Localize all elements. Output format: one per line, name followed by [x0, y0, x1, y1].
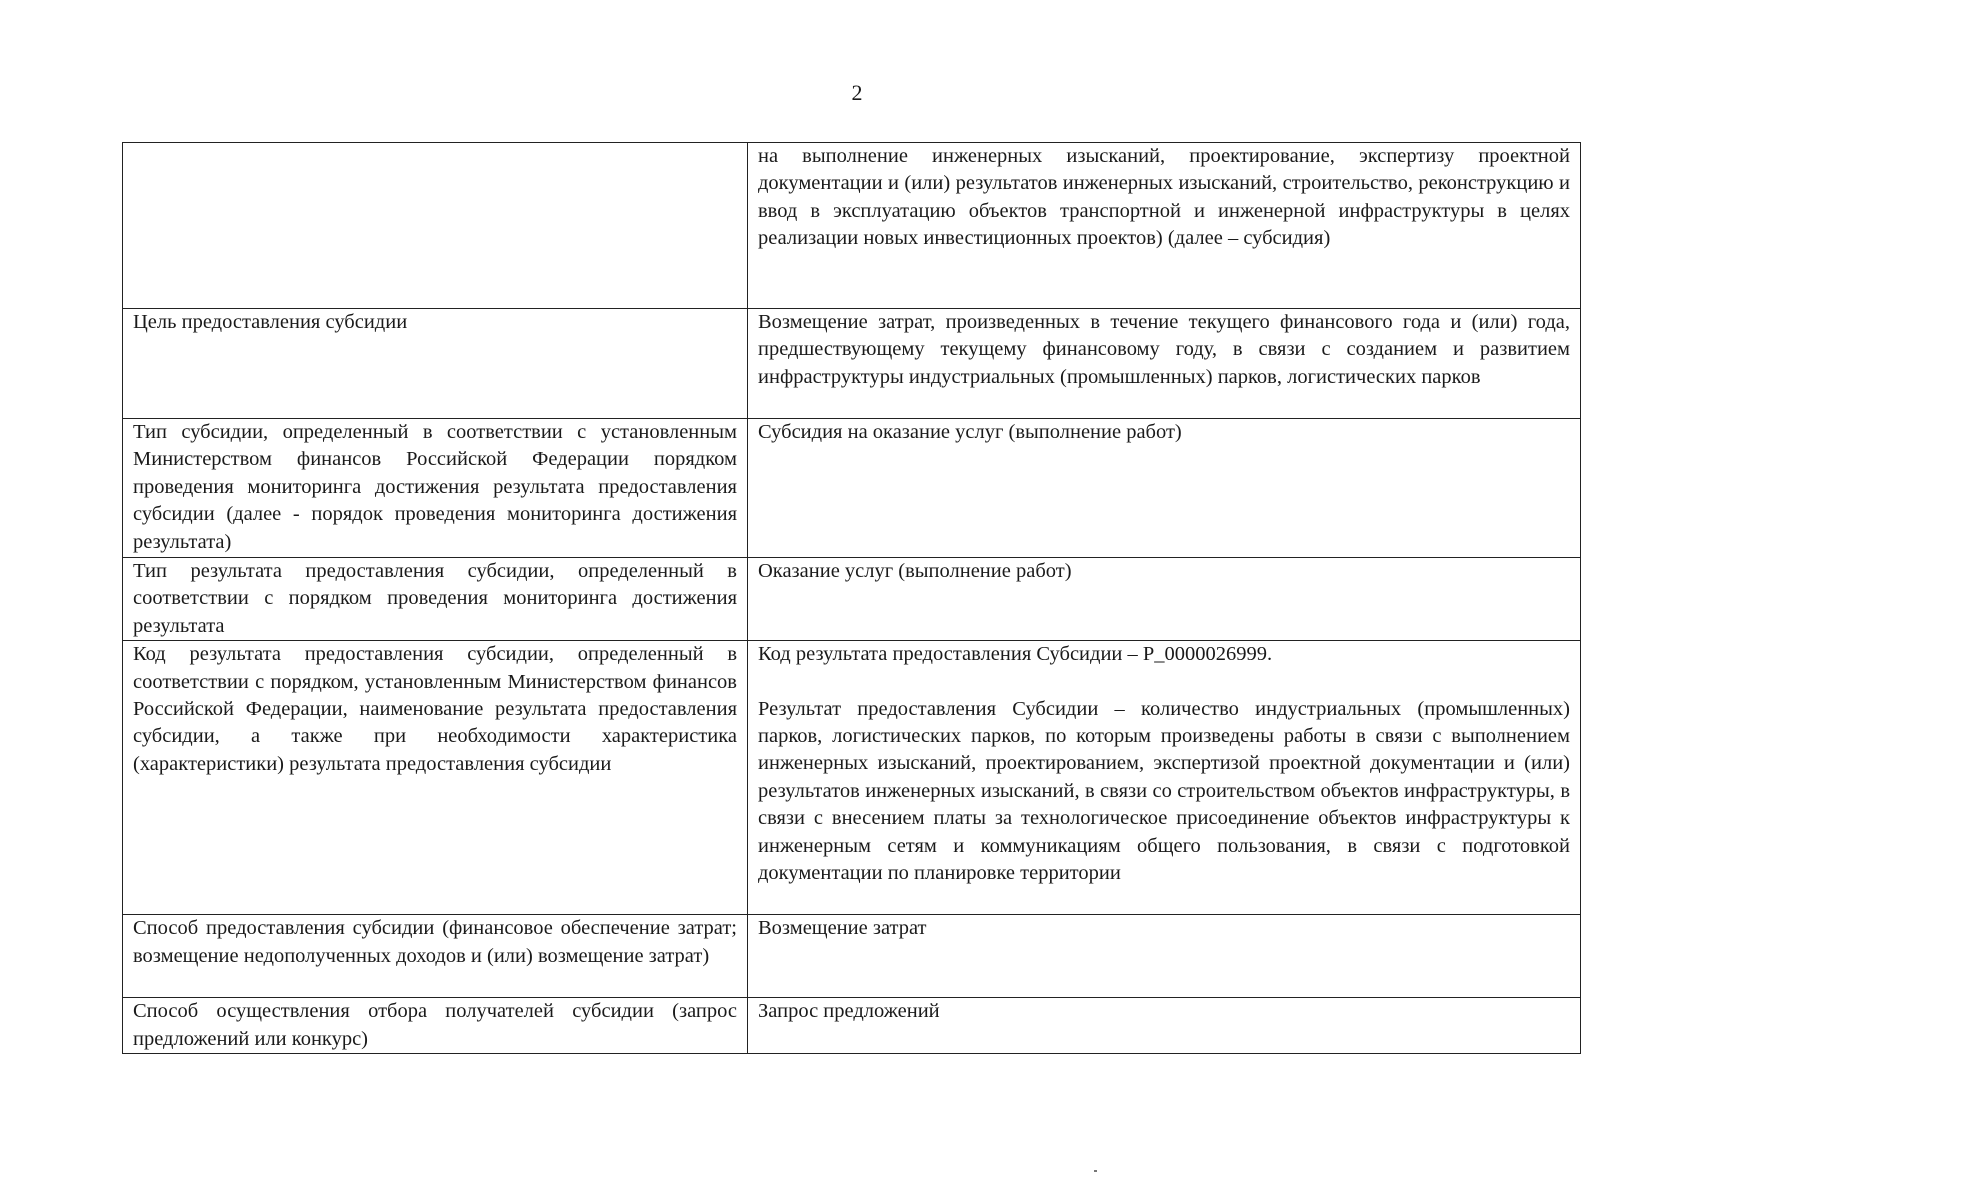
scan-speck: [1094, 1170, 1097, 1172]
table-row: [123, 915, 1581, 998]
table-row: [123, 309, 1581, 419]
result-description-text: Результат предоставления Субсидии – количество индустриальных (промышленных) парков, логистических парков, по которым произведены работы в связи с выполнением инженерных изысканий, проектированием, экспертизой проектной документации и (или) результатов инженерных изысканий, в связи со строительством объектов инфраструктуры, в связи с внесением платы за технологическое присоединение объектов инфраструктуры к инженерным сетям и коммуникациям общего пользования, в связи с подготовкой документации по планировке территории: [758, 697, 1570, 885]
paragraph-gap: [758, 669, 1570, 696]
row-label-cell: Код результата предоставления субсидии, определенный в соответствии с порядком, установленным Министерством финансов Российской Федерации, наименование результата предоставления субсидии, а также при необходимости характеристика (характеристики) результата предоставления субсидии: [123, 641, 748, 915]
row-value-text: Возмещение затрат, произведенных в течение текущего финансового года и (или) года, предшествующему текущему финансовому году, в связи с созданием и развитием инфраструктуры индустриальных (промышленных) парков, логистических парков: [758, 311, 1570, 388]
row-label-cell: Тип субсидии, определенный в соответствии с установленным Министерством финансов Российской Федерации порядком проведения мониторинга достижения результата предоставления субсидии (далее - порядок проведения мониторинга достижения результата): [123, 419, 748, 558]
page-number: 2: [851, 80, 863, 105]
row-label-cell: Цель предоставления субсидии: [123, 309, 748, 419]
result-code-text: Код результата предоставления Субсидии – P_0000026999.: [758, 643, 1273, 666]
table-row: [123, 998, 1581, 1054]
row-value-text: Субсидия на оказание услуг (выполнение работ): [758, 421, 1182, 443]
table-row: [123, 419, 1581, 558]
row-label-cell: Способ предоставления субсидии (финансовое обеспечение затрат; возмещение недополученных доходов и (или) возмещение затрат): [123, 915, 748, 998]
table-row: [123, 558, 1581, 641]
row-value-text: Запрос предложений: [758, 1000, 940, 1023]
row-label-cell: Тип результата предоставления субсидии, определенный в соответствии с порядком проведения мониторинга достижения результата: [123, 558, 748, 641]
row-value-text: Возмещение затрат: [758, 917, 927, 940]
row-value-cell: [748, 915, 1581, 998]
row-value-cell: [748, 309, 1581, 419]
table-row: [123, 143, 1581, 309]
row-label-cell: Способ осуществления отбора получателей субсидии (запрос предложений или конкурс): [123, 998, 748, 1054]
row-value-cell: [748, 143, 1581, 309]
table-row: [123, 641, 1581, 915]
row-value-cell: [748, 419, 1581, 558]
row-value-cell: [748, 998, 1581, 1054]
row-value-text: на выполнение инженерных изысканий, проектирование, экспертизу проектной документации и (или) результатов инженерных изысканий, строительство, реконструкцию и ввод в эксплуатацию объектов транспортной и инженерной инфраструктуры в целях реализации новых инвестиционных проектов) (далее – субсидия): [758, 145, 1570, 250]
row-value-text: Оказание услуг (выполнение работ): [758, 560, 1072, 582]
row-label-cell: [123, 143, 748, 309]
subsidy-info-table: [122, 142, 1581, 1054]
row-value-cell: [748, 558, 1581, 641]
row-value-cell: [748, 641, 1581, 915]
